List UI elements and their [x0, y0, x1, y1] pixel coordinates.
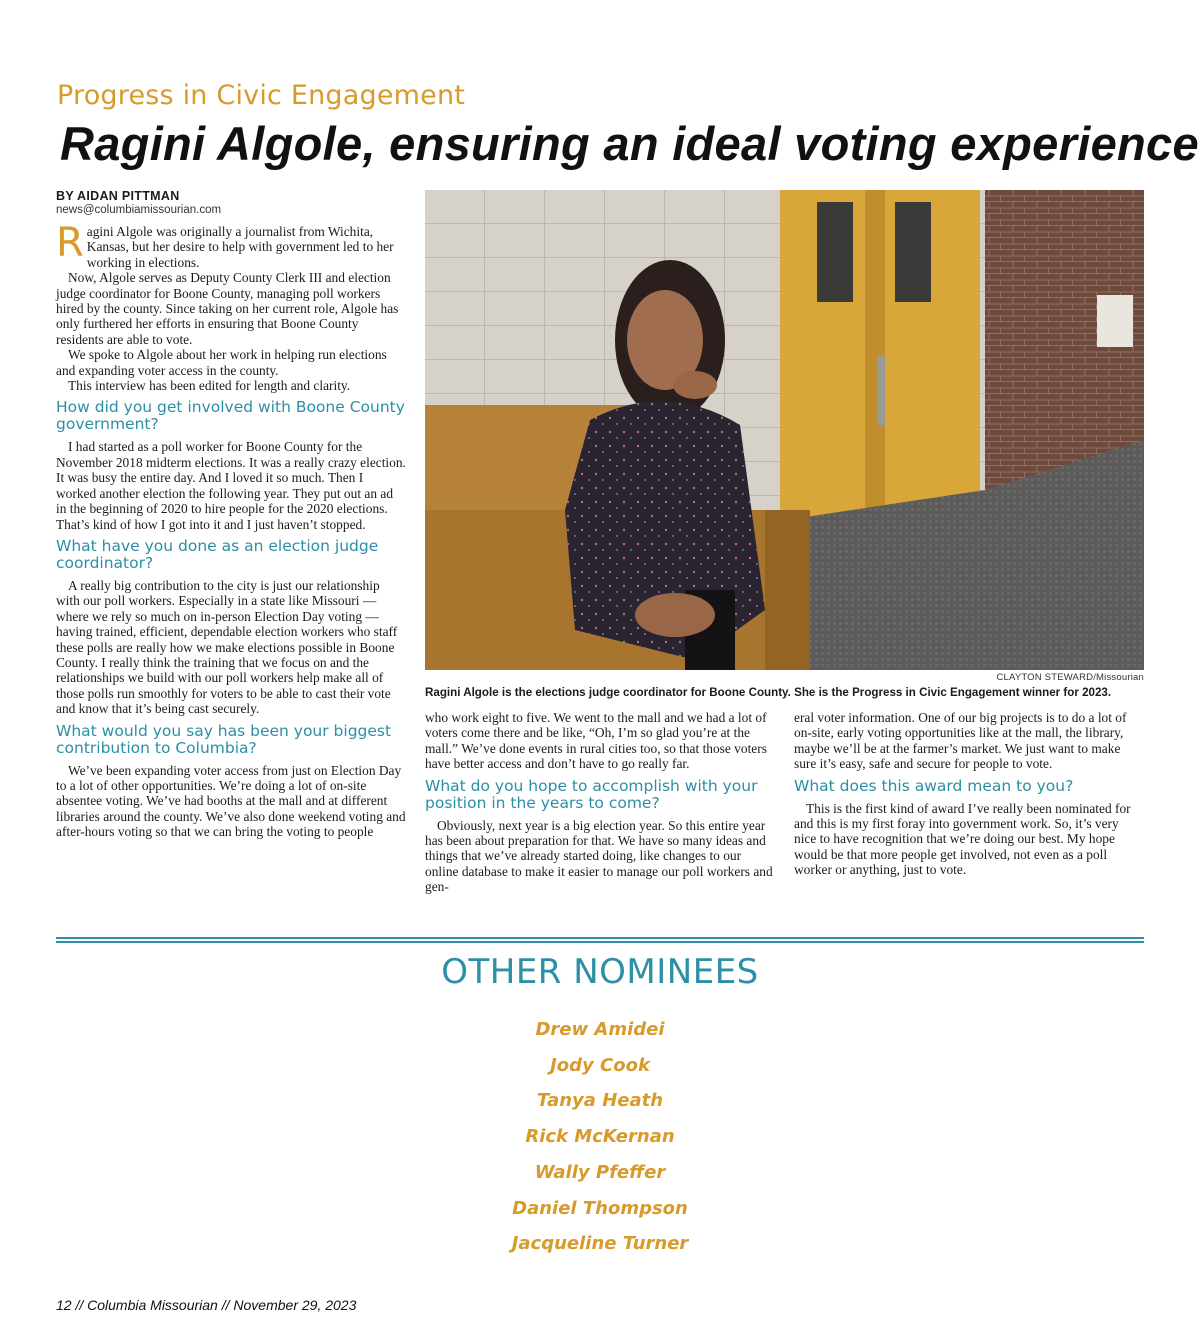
nominees-list [0, 1012, 1200, 1262]
portrait-photo [425, 190, 1144, 670]
page-footer: 12 // Columbia Missourian // November 29, 2023 [56, 1297, 357, 1313]
question-heading: What does this award mean to you? [794, 776, 1074, 795]
article-column-2 [425, 710, 775, 895]
divider-rule [56, 941, 1144, 943]
body-paragraph: We spoke to Algole about her work in helping run elections and expanding voter access in the county. [56, 347, 387, 378]
article-column-3 [794, 710, 1144, 878]
nominee-name: Drew Amidei [535, 1019, 665, 1040]
answer-paragraph: A really big contribution to the city is just our relationship with our poll workers. Especially in a state like Missouri — where we rely so much on in-person Election Day voting — having trained, efficient, dependable election workers who staff these polls are really how we make elections possible in Boone County. I really think the training that we focus on and the relationships we build with our poll workers help make all of those polls run smoothly for voters to be able to cast their vote and know that it’s being cast securely. [56, 577, 398, 717]
article-column-1 [56, 220, 406, 840]
nominee-name: Wally Pfeffer [534, 1161, 666, 1183]
body-paragraph: This interview has been edited for length and clarity. [68, 378, 351, 394]
question-heading: What would you say has been your biggest contribution to Columbia? [56, 721, 392, 757]
photo-caption: Ragini Algole is the elections judge coordinator for Boone County. She is the Progress in Civic Engagement winner for 2023. [425, 686, 1112, 699]
question-heading: What do you hope to accomplish with your position in the years to come? [425, 776, 758, 812]
section-kicker: Progress in Civic Engagement [57, 80, 466, 111]
nominee-name: Jody Cook [550, 1054, 650, 1076]
answer-paragraph: We’ve been expanding voter access from just on Election Day to a lot of other opportunities. We’re doing a lot of on-site absentee voting. We’ve had booths at the mall and at different libraries around the county. We’ve also done weekend voting and after-hours voting so that we can bring the voting to people [56, 762, 406, 840]
nominee-name: Tanya Heath [536, 1090, 664, 1112]
answer-paragraph: eral voter information. One of our big projects is to do a lot of on-site, early voting opportunities like at the mall, the library, maybe we’ll be at the farmer’s market. We just want to make sure it’s easy, safe and secure for people to vote. [794, 710, 1127, 772]
body-paragraph: Now, Algole serves as Deputy County Clerk III and election judge coordinator for Boone County, managing poll workers hired by the county. Since taking on her current role, Algole has only furthered her efforts in ensuring that Boone County residents are able to vote. [56, 270, 399, 347]
answer-paragraph: I had started as a poll worker for Boone County for the November 2018 midterm elections. It was a really crazy election. It was busy the entire day. And I loved it so much. Then I worked another election the following year. They put out an ad in the beginning of 2020 to hire people for the 2020 elections. That’s kind of how I got into it and I just haven’t stopped. [56, 439, 406, 532]
nominee-name: Daniel Thompson [512, 1197, 688, 1219]
nominee-name: Jacqueline Turner [511, 1233, 689, 1255]
photo-illustration [425, 190, 1144, 670]
answer-paragraph: This is the first kind of award I’ve really been nominated for and this is my first foray into government work. So, it’s very nice to have recognition that we’re doing our best. My hope would be that more people get involved, not even as a poll worker or anything, just to vote. [794, 800, 1131, 878]
photo-credit: CLAYTON STEWARD/Missourian [996, 672, 1144, 683]
headline: Ragini Algole, ensuring an ideal voting experience [60, 117, 1199, 170]
nominee-name: Rick McKernan [525, 1126, 675, 1148]
answer-paragraph: who work eight to five. We went to the mall and we had a lot of voters come there and be like, “Oh, I’m so glad you’re at the mall.” We’ve done events in rural cities too, so that those voters have better access and don’t have to go really far. [425, 710, 767, 772]
byline-email[interactable]: news@columbiamissourian.com [56, 204, 222, 216]
question-heading: What have you done as an election judge coordinator? [56, 536, 379, 572]
drop-cap: R [56, 220, 84, 266]
nominees-title: OTHER NOMINEES [441, 952, 759, 992]
intro-text: agini Algole was originally a journalist from Wichita, Kansas, but her desire to help with government led to her working in elections. [86, 224, 394, 270]
question-heading: How did you get involved with Boone County government? [56, 398, 405, 434]
intro-paragraph [56, 220, 406, 270]
byline: BY AIDAN PITTMAN [56, 189, 180, 203]
divider-rule [56, 937, 1144, 939]
answer-paragraph: Obviously, next year is a big election year. So this entire year has been about preparation for that. We have so many ideas and things that we’ve already started doing, like changes to our online database to make it easier to manage our poll workers and gen- [425, 817, 773, 895]
